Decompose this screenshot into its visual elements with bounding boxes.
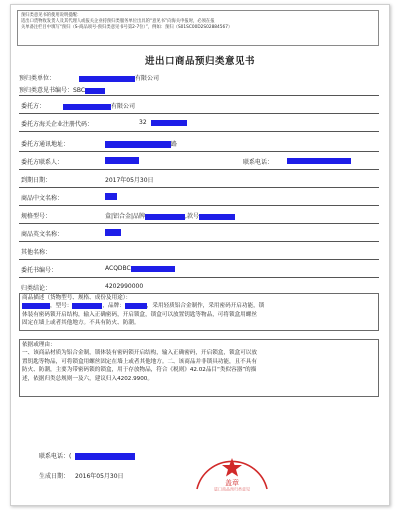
conclusion-label: 归类结论： bbox=[21, 285, 52, 292]
notice-line: 适出口货物收发货人及其代理人或报关企业持预归类服务单位出具的“意见书”向海关申报时，必须在报 bbox=[21, 19, 215, 24]
redaction-block bbox=[125, 303, 147, 309]
consignor-label: 委托方： bbox=[21, 103, 46, 110]
footer-phone-prefix: ( bbox=[69, 453, 72, 460]
table-rule bbox=[19, 113, 379, 114]
notice-line: 关单备注栏目中填写“预归（S-商品项号-预归类意见书号第2-7位）”，例如：预归（S01SC00D2S02884567） bbox=[21, 25, 233, 30]
spec-part2: ,款号 bbox=[185, 213, 199, 220]
description-fragment: ，型号： bbox=[50, 303, 73, 310]
table-rule bbox=[19, 151, 379, 152]
footer-date-label: 生成日期： bbox=[39, 473, 70, 480]
opinion-number-field bbox=[19, 85, 105, 94]
customs-code-label: 委托方海关企业注册代码： bbox=[21, 121, 94, 128]
official-seal bbox=[191, 445, 273, 491]
address-label: 委托方通讯地址： bbox=[21, 141, 70, 148]
redaction-block bbox=[199, 214, 235, 220]
table-rule bbox=[19, 95, 379, 96]
basis-heading: 依据或理由： bbox=[22, 342, 56, 348]
table-rule bbox=[19, 241, 379, 242]
spec-label: 规格型号： bbox=[21, 213, 52, 220]
description-text bbox=[22, 294, 378, 328]
cn-name-value bbox=[105, 193, 117, 200]
opinion-number-label: 预归类意见书编号： bbox=[19, 87, 74, 94]
redaction-block bbox=[151, 120, 187, 126]
footer-phone bbox=[39, 451, 135, 460]
en-name-label: 商品英文名称： bbox=[21, 231, 64, 238]
redaction-block bbox=[85, 88, 105, 94]
description-line: 体装有密码锁开启结构，输入正确密码，开启锁盒，锁盒可以放置钥匙等物品，可将锁盒用螺丝 bbox=[22, 311, 257, 318]
expiry-value: 2017年05月30日 bbox=[105, 177, 154, 184]
description-heading: 商品描述（货物型号、规格、成份及用途）： bbox=[22, 295, 132, 301]
basis-line: 防火、防潮，主要为带密码锁的锁盒，用于存放物品，符合《税则》42.02品目“类似容器”的描 bbox=[22, 367, 257, 374]
contact-phone-label: 联系电话： bbox=[243, 159, 274, 166]
spec-value bbox=[105, 211, 235, 220]
unit-suffix: 有限公司 bbox=[135, 75, 160, 82]
table-rule bbox=[19, 223, 379, 224]
cn-name-label: 商品中文名称： bbox=[21, 195, 64, 202]
document-title: 进出口商品预归类意见书 bbox=[144, 56, 255, 67]
table-rule bbox=[19, 277, 379, 278]
contact-value bbox=[105, 157, 139, 164]
document-page bbox=[10, 4, 390, 506]
basis-line: 置钥匙等物品，可将锁盒用螺丝固定在墙上或者其他地方。二、该商品并非锁具功能，且不具有 bbox=[22, 358, 257, 365]
redaction-block bbox=[131, 266, 175, 272]
unit-field bbox=[19, 73, 159, 82]
table-rule bbox=[19, 131, 379, 132]
notice-line: 预归类意见书的使用说明提醒： bbox=[21, 13, 82, 18]
request-no-prefix: ACQDBC bbox=[105, 265, 131, 272]
request-no-value bbox=[105, 265, 175, 272]
table-rule bbox=[19, 205, 379, 206]
table-rule bbox=[19, 169, 379, 170]
redaction-block bbox=[63, 104, 111, 110]
description-line: 固定在墙上或者其他地方。不具有防火、防潮。 bbox=[22, 320, 140, 327]
usage-notice bbox=[17, 10, 379, 46]
redaction-block bbox=[105, 229, 121, 236]
seal-star bbox=[222, 458, 242, 477]
redaction-block bbox=[79, 76, 135, 82]
address-suffix: 路 bbox=[171, 141, 178, 148]
description-line bbox=[22, 302, 378, 310]
redaction-block bbox=[75, 453, 135, 460]
description-fragment: ，采用轻质铝合金制作，采用密码开启功能，锁 bbox=[146, 303, 265, 310]
en-name-value bbox=[105, 229, 121, 236]
footer-date bbox=[39, 471, 124, 480]
redaction-block bbox=[105, 141, 171, 148]
consignor-suffix: 有限公司 bbox=[111, 103, 136, 110]
redaction-block bbox=[105, 157, 139, 164]
request-no-label: 委托书编号： bbox=[21, 267, 58, 274]
description-fragment: ，品牌： bbox=[102, 303, 125, 310]
redaction-block bbox=[22, 303, 50, 309]
basis-text bbox=[22, 341, 378, 383]
expiry-label: 到期日期： bbox=[21, 177, 52, 184]
redaction-block bbox=[105, 193, 117, 200]
conclusion-value: 4202990000 bbox=[105, 283, 144, 290]
contact-label: 委托方联系人： bbox=[21, 159, 64, 166]
table-rule bbox=[19, 187, 379, 188]
table-rule bbox=[19, 259, 379, 260]
seal-subtext: 进口商品预归类意见 bbox=[214, 486, 250, 491]
opinion-number-prefix: SBC bbox=[73, 87, 86, 94]
unit-label: 预归类单位： bbox=[19, 75, 56, 82]
address-value bbox=[105, 139, 177, 148]
consignor-value bbox=[63, 101, 135, 110]
seal-text: 盖章 bbox=[225, 479, 239, 487]
spec-part1: 盒|铝合金|品牌 bbox=[105, 213, 146, 220]
footer-date-value: 2016年05月30日 bbox=[75, 473, 124, 480]
other-name-label: 其他名称： bbox=[21, 249, 52, 256]
customs-code-prefix: 32 bbox=[139, 119, 147, 126]
basis-line: 述，依据归类总规则一及六，建议归入4202.9900。 bbox=[22, 375, 153, 382]
contact-phone-value bbox=[287, 157, 351, 164]
redaction-block bbox=[145, 214, 185, 220]
redaction-block bbox=[72, 303, 102, 309]
customs-code-value bbox=[139, 119, 187, 126]
redaction-block bbox=[287, 158, 351, 164]
footer-phone-label: 联系电话： bbox=[39, 453, 70, 460]
basis-line: 一、该商品材质为铝合金制，锁体装有密码锁开启结构，输入正确密码，开启锁盒，锁盒可以放 bbox=[22, 350, 257, 357]
